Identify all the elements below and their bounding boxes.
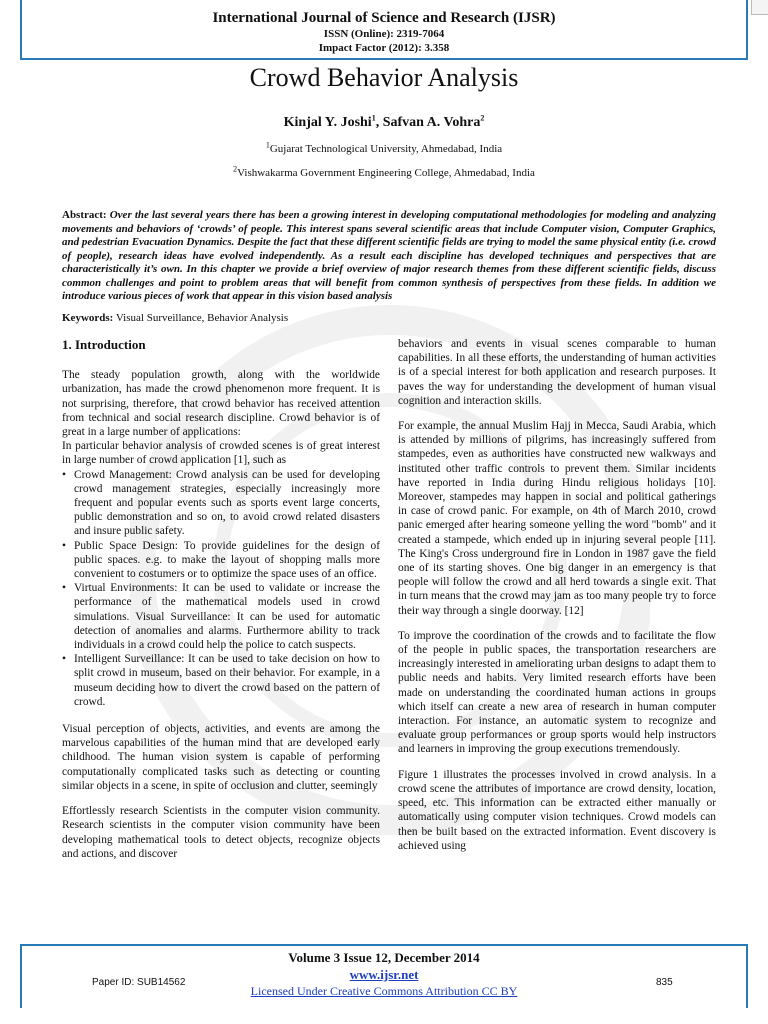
abstract-text: Over the last several years there has been a growing interest in developing computational methodologies for modeling and analyzing movements and behaviors of ‘crowds’ of people. This interest spans several scientific areas that include Computer vision, Computer Graphics, and pedestrian Evacuation Dynamics. Despite the fact that these different scientific fields are trying to model the same physical entity (i.e. crowd of people), research ideas have evolved independently. As a result each discipline has developed techniques and perspectives that are characteristically it’s own. In this chapter we provide a brief overview of major research themes from these different scientific fields, discuss common challenges and point to problem areas that will benefit from common synthesis of perspectives from these fields. In addition we introduce various pieces of work that appear in this vision based analysis (62, 209, 716, 302)
paper-id: Paper ID: SUB14562 (92, 977, 186, 988)
journal-issn: ISSN (Online): 2319-7064 (323, 28, 445, 40)
author-2-sup: 2 (480, 113, 485, 123)
affiliation-2 (0, 164, 768, 179)
right-paragraph-4: Figure 1 illustrates the processes involved in crowd analysis. In a crowd scene the attributes of importance are crowd density, location, speed, etc. This information can be extracted either manually or automatically using computer vision techniques. Crowd models can then be built based on the extracted information. Event discovery is achieved using (398, 768, 716, 852)
intro-paragraph-2: In particular behavior analysis of crowded scenes is of great interest in large number of crowd application [1], such as (62, 440, 380, 467)
journal-impact-factor: Impact Factor (2012): 3.358 (318, 42, 450, 54)
abstract-label: Abstract: (62, 209, 107, 221)
author-list (0, 115, 768, 131)
intro-paragraph-1: The steady population growth, along with the worldwide urbanization, has made the crowd phenomenon more frequent. It is not surprising, therefore, that crowd behavior has received attention from technical and social research discipline. Crowd behavior is of great in a large number of applications: (62, 369, 380, 439)
footer-volume: Volume 3 Issue 12, December 2014 (288, 950, 480, 965)
right-paragraph-1: behaviors and events in visual scenes comparable to human capabilities. In all these efforts, the understanding of human activities is of a special interest for both application and research purposes. It paves the way for understanding the development of human visual cognition and interaction skills. (398, 338, 716, 407)
list-item: • Virtual Environments: It can be used to validate or increase the performance of the mathematical models used in crowd simulations. Visual Surveillance: It can be used for automatic detection of anomalies and alarms. Furthermore ability to track individuals in a crowd could help the police to catch suspects. (62, 581, 380, 652)
right-paragraph-2: For example, the annual Muslim Hajj in Mecca, Saudi Arabia, which is attended by millions of pilgrims, has increasingly suffered from stampedes, even as authorities have constructed new walkways and instituted other traffic controls to prevent them. Similar incidents have reported in India during Hindu religious holidays [10]. Moreover, stampedes may happen in social and political gatherings in case of crowd panic. For example, on 4th of March 2010, crowd panic emerged after hearing someone yelling the word "bomb" and it created a stampede, which ended up in injuring several people [11]. The King's Cross underground fire in London in 1987 gave the field one of its starting shoves. One big danger in an emergency is that people will follow the crowd and all herd towards a single exit. That in turn means that the crowd may jam as too many people try to force their way through a single doorway. [12] (398, 420, 716, 617)
affiliation-1-sup: 1 (265, 140, 270, 150)
journal-header (0, 9, 768, 55)
right-column (398, 337, 716, 864)
keywords-text: Visual Surveillance, Behavior Analysis (115, 312, 289, 324)
section-heading-introduction: 1. Introduction (62, 337, 146, 352)
list-item: • Crowd Management: Crowd analysis can be used for developing crowd management strategies, especially increasingly more frequent and popular events such as sports event large concerts, public demonstration and so on, to avoid crowd related disasters and insure public safety. (62, 468, 380, 539)
paper-title: Crowd Behavior Analysis (249, 63, 519, 92)
author-2: Safvan A. Vohra (382, 115, 481, 130)
author-1: Kinjal Y. Joshi (283, 115, 372, 130)
right-paragraph-3: To improve the coordination of the crowds and to facilitate the flow of the people in public spaces, the transportation researchers are increasingly interested in ameliorating urban designs to adapt them to public needs and habits. Very limited research efforts have been made on understanding the coordinated human actions in groups which itself can create a new area of research in human computer interaction. For instance, an automatic system to recognize and evaluate group performances or group sports would help instructors and learners in improving the group executions tremendously. (398, 629, 716, 756)
list-item: • Intelligent Surveillance: It can be used to take decision on how to split crowd in museum, based on their behavior. For example, in a museum deciding how to divert the crowd based on the pattern of crowd. (62, 652, 380, 709)
list-item: • Public Space Design: To provide guidelines for the design of public spaces. e.g. to make the layout of shopping malls more convenient to costumers or to optimize the space uses of an office. (62, 539, 380, 582)
author-1-sup: 1 (371, 113, 376, 123)
abstract (62, 209, 716, 304)
left-column (62, 338, 380, 872)
affiliation-1 (0, 140, 768, 155)
page-number: 835 (656, 977, 673, 988)
affiliation-2-text: Vishwakarma Government Engineering College, Ahmedabad, India (237, 167, 535, 179)
keywords-label: Keywords: (62, 312, 114, 324)
application-list (62, 468, 380, 709)
affiliation-2-sup: 2 (233, 164, 238, 174)
footer-license-link[interactable]: Licensed Under Creative Commons Attribution CC BY (250, 984, 518, 998)
keywords (62, 312, 716, 324)
footer-website-link[interactable]: www.ijsr.net (349, 967, 419, 982)
intro-paragraph-4: Effortlessly research Scientists in the computer vision community. Research scientists in the computer vision community have been developing mathematical tools to detect objects, recognize objects and actions, and discover (62, 805, 380, 860)
intro-paragraph-3: Visual perception of objects, activities, and events are among the marvelous capabilities of the human mind that are developed early childhood. The human vision system is capable of performing computationally complicated tasks such as detecting or counting similar objects in a scene, in spite of occlusion and clutter, seemingly (62, 723, 380, 792)
affiliation-1-text: Gujarat Technological University, Ahmedabad, India (269, 143, 503, 155)
journal-name: International Journal of Science and Research (IJSR) (212, 10, 556, 26)
author-separator: , (375, 115, 383, 130)
